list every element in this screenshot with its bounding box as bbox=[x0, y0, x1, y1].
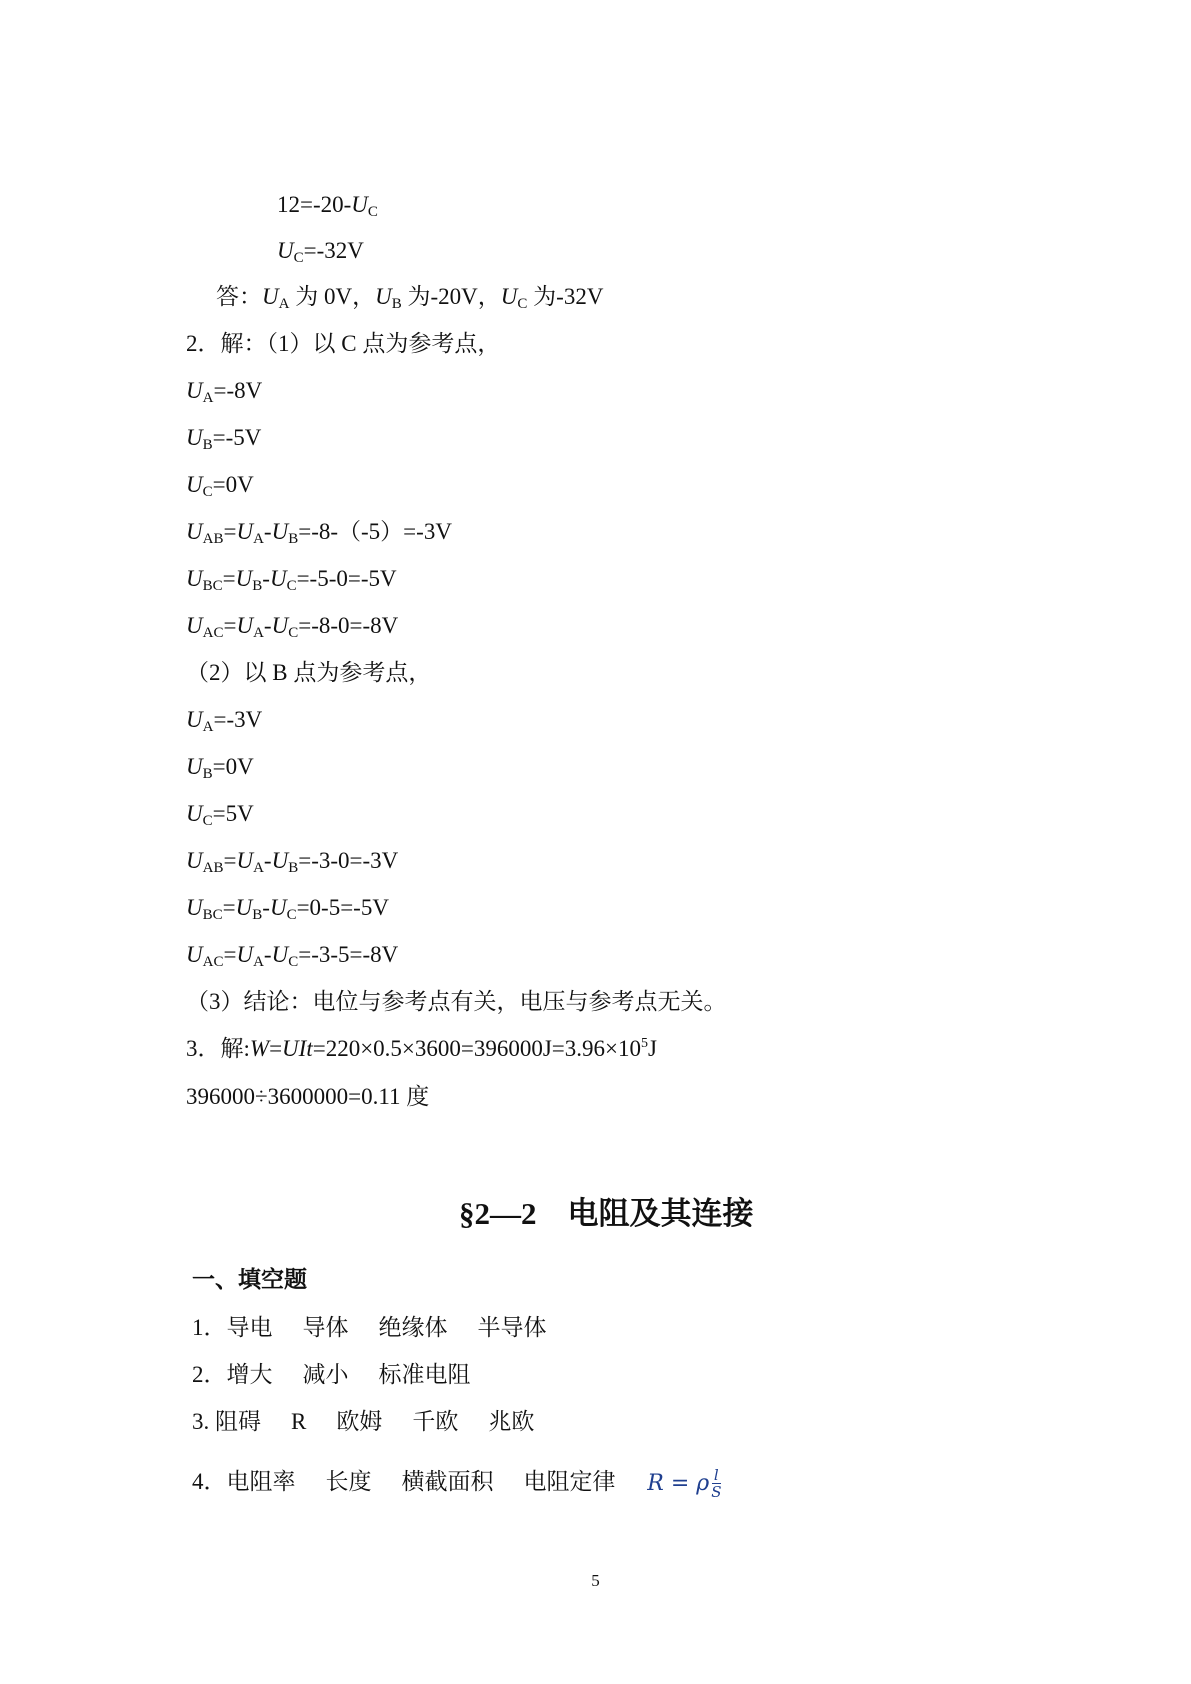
part-2-heading: （2）以 B 点为参考点， bbox=[186, 660, 432, 685]
ub-line: $U_B=-5V$ bbox=[186, 425, 262, 453]
problem-2-heading: 2．解：（1）以 C 点为参考点， bbox=[186, 331, 501, 356]
uab-line: $U_{AB}=U_A-U_B=-8-(-5)=-3V$ bbox=[186, 519, 452, 547]
uac-line: $U_{AC}=U_A-U_C=-8-0=-8V$ bbox=[186, 613, 399, 641]
fill-blank-heading: 一、填空题 bbox=[192, 1267, 307, 1292]
ua-line: $U_A=-8V$ bbox=[186, 378, 263, 406]
ub-line-2: $U_B=0V$ bbox=[186, 754, 254, 782]
equation-line-1: $12=-20-U_C$ bbox=[277, 192, 378, 220]
answer-3-line: 3. 阻碍 R 欧姆 千欧 兆欧 bbox=[192, 1409, 535, 1434]
section-heading: §2—2 电阻及其连接 bbox=[459, 1196, 754, 1231]
answer-1-line: 1．导电 导体 绝缘体 半导体 bbox=[192, 1315, 547, 1340]
fraction: $\frac{l}{S}$ bbox=[711, 1466, 722, 1502]
problem-3-line: 3．解$:W=UIt=220\times 0.5\times 3600=396000J=3.96\times 10^5J$ bbox=[186, 1036, 657, 1061]
answer-4-line: 4．电阻率 长度 横截面积 电阻定律 R = ρ $\frac{l}{S}$ bbox=[192, 1462, 721, 1502]
equation-line-2: $U_C=-32V$ bbox=[277, 238, 364, 266]
conversion-line: 396000÷3600000=0.11 度 bbox=[186, 1084, 430, 1109]
resistance-formula: R = ρ $\frac{l}{S}$ bbox=[647, 1466, 722, 1502]
answer-line: 答：$U_A$ 为 0V，$U_B$ 为-20V，$U_C$ 为-32V bbox=[216, 284, 604, 312]
page-number: 5 bbox=[591, 1571, 600, 1590]
conclusion-line: （3）结论：电位与参考点有关，电压与参考点无关。 bbox=[186, 989, 727, 1014]
ua-line-2: $U_A=-3V$ bbox=[186, 707, 263, 735]
uab-line-2: $U_{AB}=U_A-U_B=-3-0=-3V$ bbox=[186, 848, 399, 876]
ubc-line-2: $U_{BC}=U_B-U_C=0-5=-5V$ bbox=[186, 895, 389, 923]
answer-2-line: 2．增大 减小 标准电阻 bbox=[192, 1362, 471, 1387]
uc-line: $U_C=0V$ bbox=[186, 472, 254, 500]
uc-line-2: $U_C=5V$ bbox=[186, 801, 254, 829]
uac-line-2: $U_{AC}=U_A-U_C=-3-5=-8V$ bbox=[186, 942, 399, 970]
ubc-line: $U_{BC}=U_B-U_C=-5-0=-5V$ bbox=[186, 566, 397, 594]
